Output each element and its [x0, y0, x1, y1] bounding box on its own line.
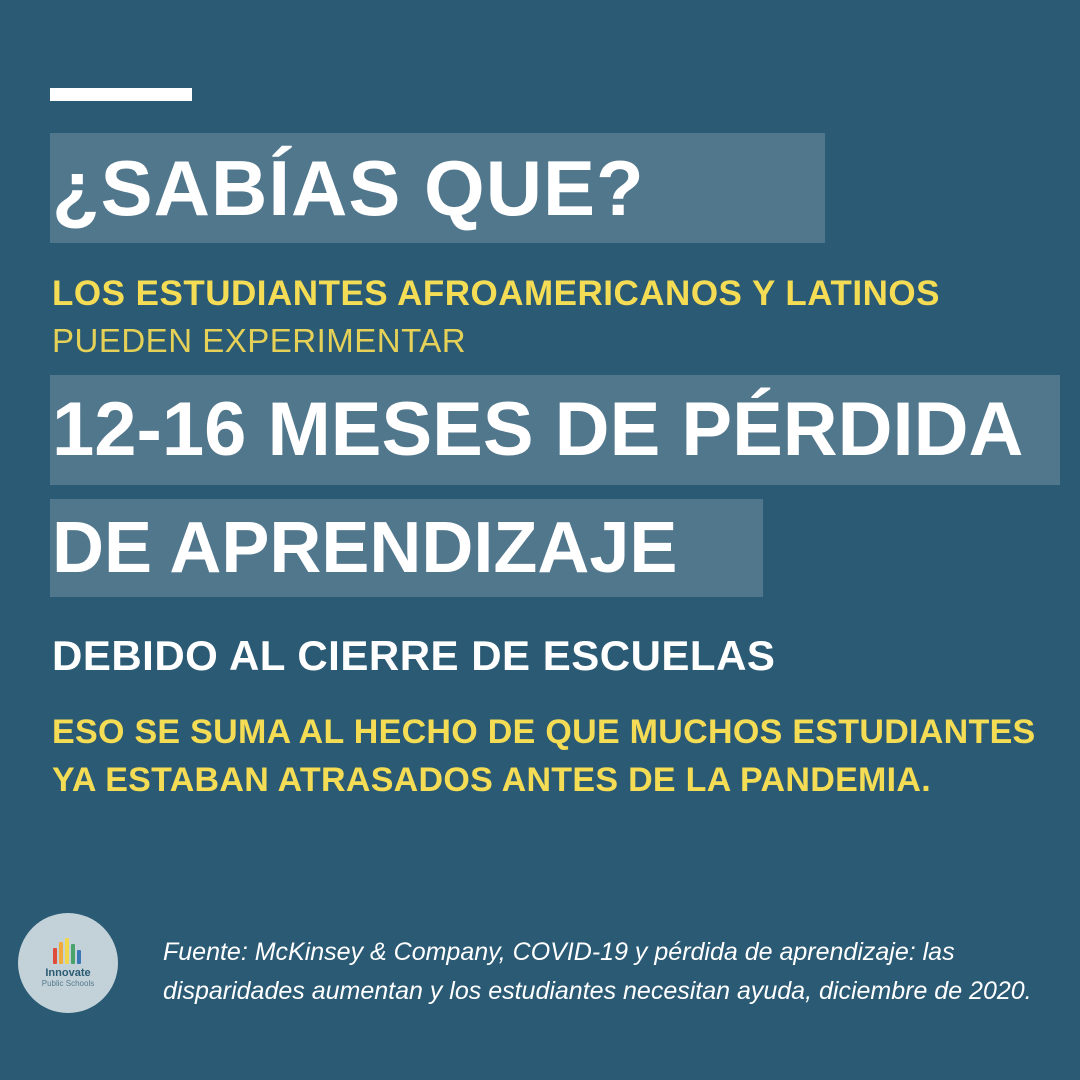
note-line-1: ESO SE SUMA AL HECHO DE QUE MUCHOS ESTUDIANTES	[52, 713, 1036, 751]
note-line-2: YA ESTABAN ATRASADOS ANTES DE LA PANDEMIA.	[52, 761, 932, 799]
stat-line-1: 12-16 MESES DE PÉRDIDA	[52, 387, 1024, 472]
source-citation: Fuente: McKinsey & Company, COVID-19 y pérdida de aprendizaje: las disparidades aumentan y los estudiantes necesitan ayuda, diciembre de 2020.	[163, 938, 1032, 1005]
bar-chart-logo-icon	[53, 938, 83, 964]
top-rule-decoration	[50, 88, 192, 101]
logo-name-line-2: Public Schools	[41, 978, 95, 988]
stat-line-2: DE APRENDIZAJE	[52, 508, 678, 588]
subhead-bold: LOS ESTUDIANTES AFROAMERICANOS Y LATINOS	[52, 274, 940, 313]
logo	[18, 913, 118, 1013]
logo-name-line-1: Innovate	[45, 966, 91, 979]
page-title: ¿SABÍAS QUE?	[52, 144, 645, 232]
subhead-light: PUEDEN EXPERIMENTAR	[52, 322, 467, 359]
reason-line: DEBIDO AL CIERRE DE ESCUELAS	[52, 632, 776, 679]
